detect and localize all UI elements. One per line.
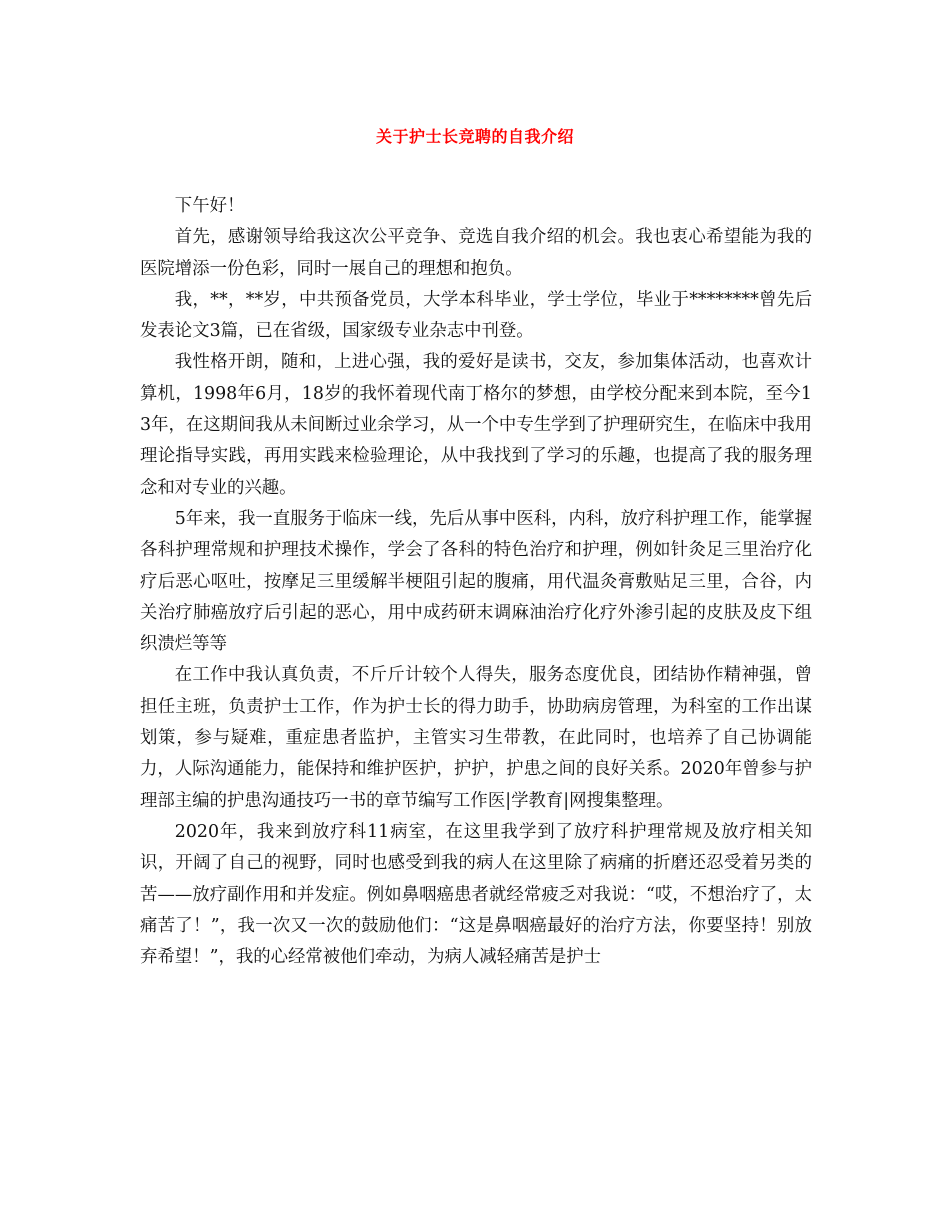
- work-attitude-paragraph: 在工作中我认真负责，不斤斤计较个人得失，服务态度优良，团结协作精神强，曾担任主班，负责护士工作，作为护士长的得力助手，协助病房管理，为科室的工作出谋划策，参与疑难，重症患者监护，主管实习生带教，在此同时，也培养了自己协调能力，人际沟通能力，能保持和维护医护，护护，护患之间的良好关系。2020年曾参与护理部主编的护患沟通技巧一书的章节编写工作医|学教育|网搜集整理。: [140, 665, 812, 811]
- experience-paragraph: 5年来，我一直服务于临床一线，先后从事中医科，内科，放疗科护理工作，能掌握各科护理常规和护理技术操作，学会了各科的特色治疗和护理，例如针灸足三里治疗化疗后恶心呕吐，按摩足三里缓解半梗阻引起的腹痛，用代温灸膏敷贴足三里，合谷，内关治疗肺癌放疗后引起的恶心，用中成药研末调麻油治疗化疗外渗引起的皮肤及皮下组织溃烂等等: [140, 508, 812, 655]
- document-title: 关于护士长竞聘的自我介绍: [375, 127, 574, 146]
- personality-paragraph: 我性格开朗，随和，上进心强，我的爱好是读书，交友，参加集体活动，也喜欢计算机，1998年6月，18岁的我怀着现代南丁格尔的梦想，由学校分配来到本院，至今13年，在这期间我从未间断过业余学习，从一个中专生学到了护理研究生，在临床中我用理论指导实践，再用实践来检验理论，从中我找到了学习的乐趣，也提高了我的服务理念和对专业的兴趣。: [140, 352, 812, 498]
- intro-paragraph: 首先，感谢领导给我这次公平竞争、竞选自我介绍的机会。我也衷心希望能为我的医院增添一份色彩，同时一展自己的理想和抱负。: [140, 227, 812, 279]
- greeting-paragraph: 下午好！: [174, 196, 245, 216]
- personal-info-paragraph: 我，**，**岁，中共预备党员，大学本科毕业，学士学位，毕业于********曾先后发表论文3篇，已在省级，国家级专业杂志中刊登。: [140, 289, 812, 342]
- radiotherapy-paragraph: 2020年，我来到放疗科11病室，在这里我学到了放疗科护理常规及放疗相关知识，开阔了自己的视野，同时也感受到我的病人在这里除了病痛的折磨还忍受着另类的苦——放疗副作用和并发症。例如鼻咽癌患者就经常疲乏对我说：“哎，不想治疗了，太痛苦了！”，我一次又一次的鼓励他们：“这是鼻咽癌最好的治疗方法，你要坚持！别放弃希望！”，我的心经常被他们牵动，为病人减轻痛苦是护士: [140, 821, 812, 968]
- document-body: [140, 191, 812, 973]
